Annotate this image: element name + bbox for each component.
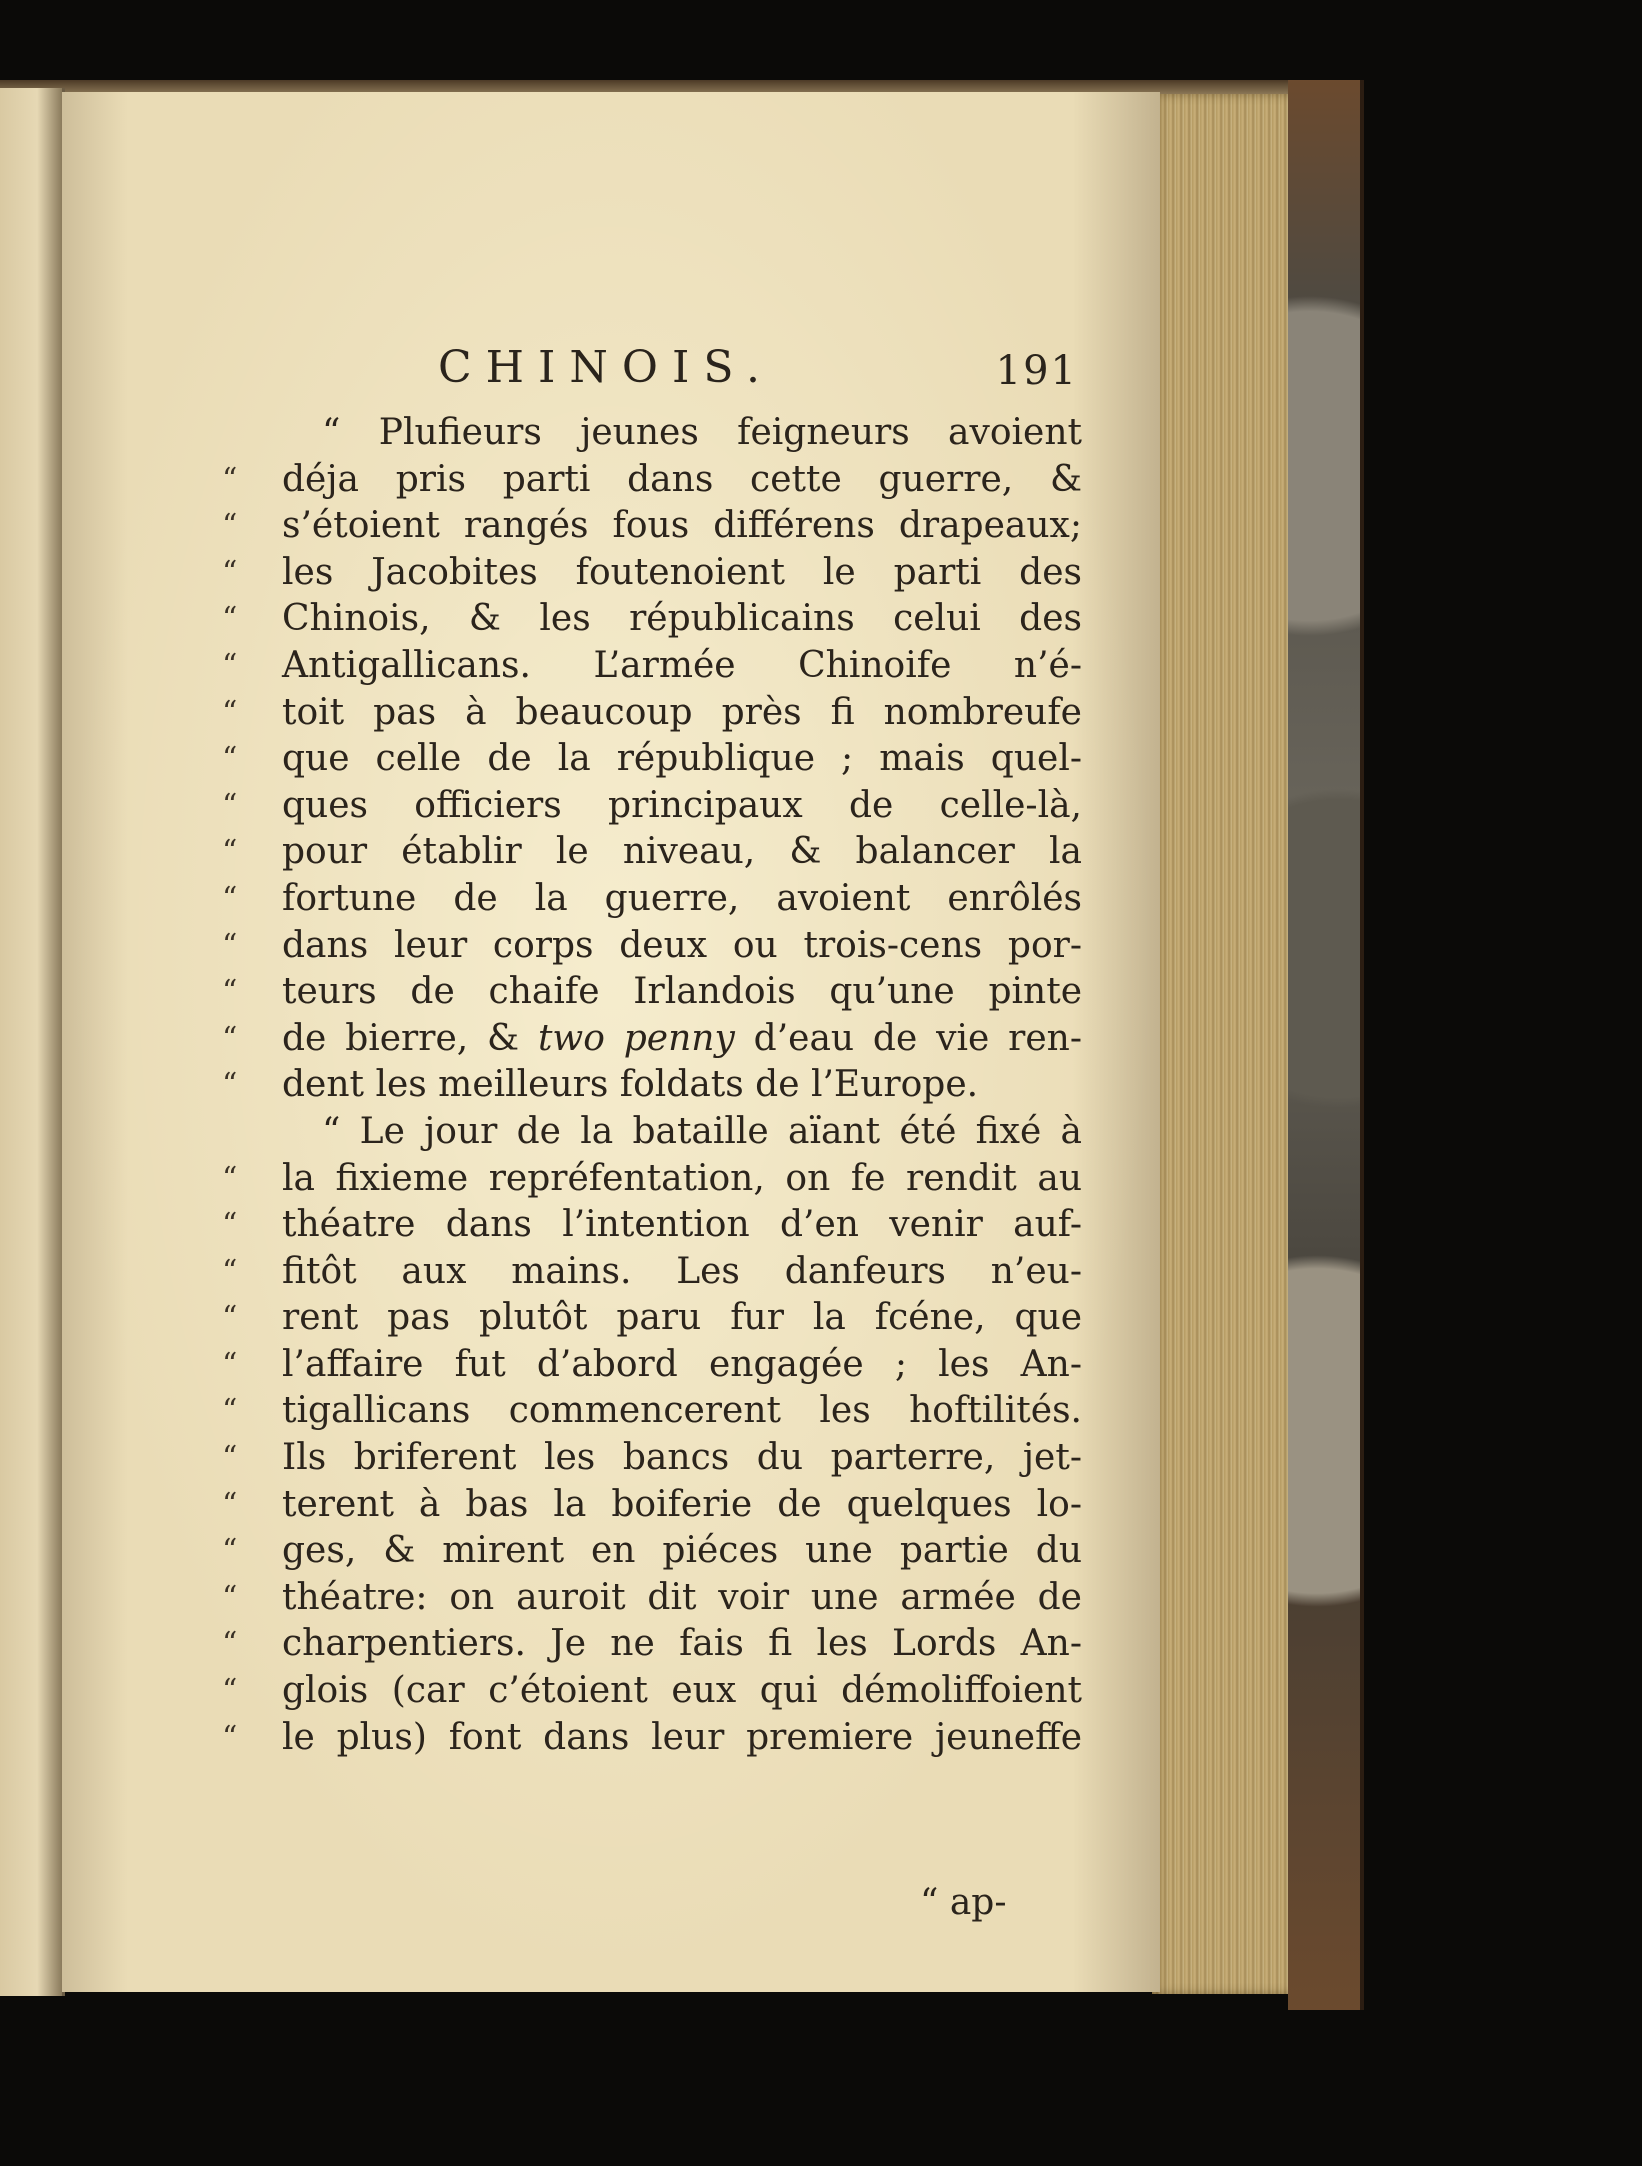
marginal-quote-mark: “ <box>222 1160 238 1196</box>
marginal-quote-mark: “ <box>222 1673 238 1709</box>
line-text: terent à bas la boiferie de quelques lo- <box>282 1483 1082 1525</box>
marginal-quote-mark: “ <box>222 694 238 730</box>
line-text-part: de bierre, & <box>282 1017 538 1059</box>
line-text: toit pas à beaucoup près fi nombreufe <box>282 691 1082 733</box>
line-text: les Jacobites foutenoient le parti des <box>282 551 1082 593</box>
text-line <box>222 596 1082 643</box>
line-text: dent les meilleurs foldats de l’Europe. <box>282 1064 979 1106</box>
text-line <box>222 1202 1082 1249</box>
line-text: théatre: on auroit dit voir une armée de <box>282 1576 1082 1618</box>
facing-page-edge <box>0 88 65 1996</box>
text-line <box>222 1482 1082 1529</box>
marginal-quote-mark: “ <box>222 1346 238 1382</box>
marginal-quote-mark: “ <box>222 508 238 544</box>
text-line <box>222 829 1082 876</box>
line-text: teurs de chaife Irlandois qu’une pinte <box>282 971 1082 1013</box>
line-text: fortune de la guerre, avoient enrôlés <box>282 877 1082 919</box>
line-text: tigallicans commencerent les hoftilités. <box>282 1390 1082 1432</box>
text-line <box>222 1016 1082 1063</box>
line-text: rent pas plutôt paru fur la fcéne, que <box>282 1297 1082 1339</box>
text-line <box>222 1715 1082 1762</box>
catchword: “ ap- <box>920 1882 1007 1923</box>
line-text: Antigallicans. L’armée Chinoife n’é- <box>282 644 1082 686</box>
text-line <box>222 1156 1082 1203</box>
marginal-quote-mark: “ <box>222 461 238 497</box>
page-number: 191 <box>995 348 1078 394</box>
text-line <box>222 876 1082 923</box>
marginal-quote-mark: “ <box>222 927 238 963</box>
text-line <box>222 1668 1082 1715</box>
text-line <box>222 923 1082 970</box>
line-text: ges, & mirent en piéces une partie du <box>282 1530 1082 1572</box>
marginal-quote-mark: “ <box>222 834 238 870</box>
text-line <box>222 736 1082 783</box>
line-text: que celle de la république ; mais quel- <box>282 738 1082 780</box>
running-head: CHINOIS. <box>438 342 774 393</box>
text-line <box>222 503 1082 550</box>
marginal-quote-mark: “ <box>222 1626 238 1662</box>
book-page <box>62 92 1160 1992</box>
marginal-quote-mark: “ <box>222 787 238 823</box>
line-text: la fixieme repréfentation, on fe rendit au <box>282 1157 1082 1199</box>
marginal-quote-mark: “ <box>222 880 238 916</box>
marginal-quote-mark: “ <box>222 647 238 683</box>
line-text: “ Plufieurs jeunes feigneurs avoient <box>322 412 1082 453</box>
marginal-quote-mark: “ <box>222 1067 238 1103</box>
text-line <box>222 969 1082 1016</box>
line-text: Ils briferent les bancs du parterre, jet- <box>282 1437 1082 1479</box>
marginal-quote-mark: “ <box>222 1207 238 1243</box>
line-text: théatre dans l’intention d’en venir auf- <box>282 1204 1082 1246</box>
text-line <box>222 1295 1082 1342</box>
line-text: glois (car c’étoient eux qui démoliffoient <box>282 1670 1082 1712</box>
text-line <box>222 1435 1082 1482</box>
marginal-quote-mark: “ <box>222 1533 238 1569</box>
line-text: l’affaire fut d’abord engagée ; les An- <box>282 1343 1082 1385</box>
body-text <box>222 410 1082 1761</box>
marginal-quote-mark: “ <box>222 1579 238 1615</box>
line-text: Chinois, & les républicains celui des <box>282 598 1082 640</box>
marginal-quote-mark: “ <box>222 1440 238 1476</box>
text-line <box>222 550 1082 597</box>
text-line <box>222 783 1082 830</box>
marginal-quote-mark: “ <box>222 1719 238 1755</box>
line-text: “ Le jour de la bataille aïant été fixé à <box>322 1110 1082 1152</box>
text-line <box>222 1388 1082 1435</box>
line-text: dans leur corps deux ou trois-cens por- <box>282 924 1082 966</box>
marginal-quote-mark: “ <box>222 1300 238 1336</box>
text-line <box>222 1342 1082 1389</box>
text-line <box>222 1621 1082 1668</box>
text-line <box>222 410 1082 457</box>
text-line <box>222 1249 1082 1296</box>
line-text: déja pris parti dans cette guerre, & <box>282 458 1082 500</box>
marginal-quote-mark: “ <box>222 974 238 1010</box>
page-header <box>438 342 1078 402</box>
text-line <box>222 1109 1082 1156</box>
line-text: fitôt aux mains. Les danfeurs n’eu- <box>282 1250 1082 1292</box>
line-text <box>282 1016 1082 1063</box>
text-line <box>222 1575 1082 1622</box>
line-text-part: d’eau de vie ren- <box>734 1017 1082 1059</box>
line-text: pour établir le niveau, & balancer la <box>282 831 1082 873</box>
marginal-quote-mark: “ <box>222 601 238 637</box>
marginal-quote-mark: “ <box>222 741 238 777</box>
marginal-quote-mark: “ <box>222 554 238 590</box>
marbled-cover-board <box>1288 80 1364 2010</box>
line-text: le plus) font dans leur premiere jeuneffe <box>282 1716 1082 1758</box>
marginal-quote-mark: “ <box>222 1020 238 1056</box>
text-line <box>222 457 1082 504</box>
marginal-quote-mark: “ <box>222 1486 238 1522</box>
marginal-quote-mark: “ <box>222 1253 238 1289</box>
marginal-quote-mark: “ <box>222 1393 238 1429</box>
line-text: ques officiers principaux de celle-là, <box>282 784 1082 826</box>
line-text: s’étoient rangés fous différens drapeaux; <box>282 505 1082 547</box>
page-block-fore-edge <box>1152 94 1290 1994</box>
text-line <box>222 1062 1082 1109</box>
line-text: charpentiers. Je ne fais fi les Lords An- <box>282 1623 1082 1665</box>
text-line <box>222 690 1082 737</box>
text-line <box>222 1528 1082 1575</box>
italic-phrase: two penny <box>537 1017 735 1059</box>
text-line <box>222 643 1082 690</box>
